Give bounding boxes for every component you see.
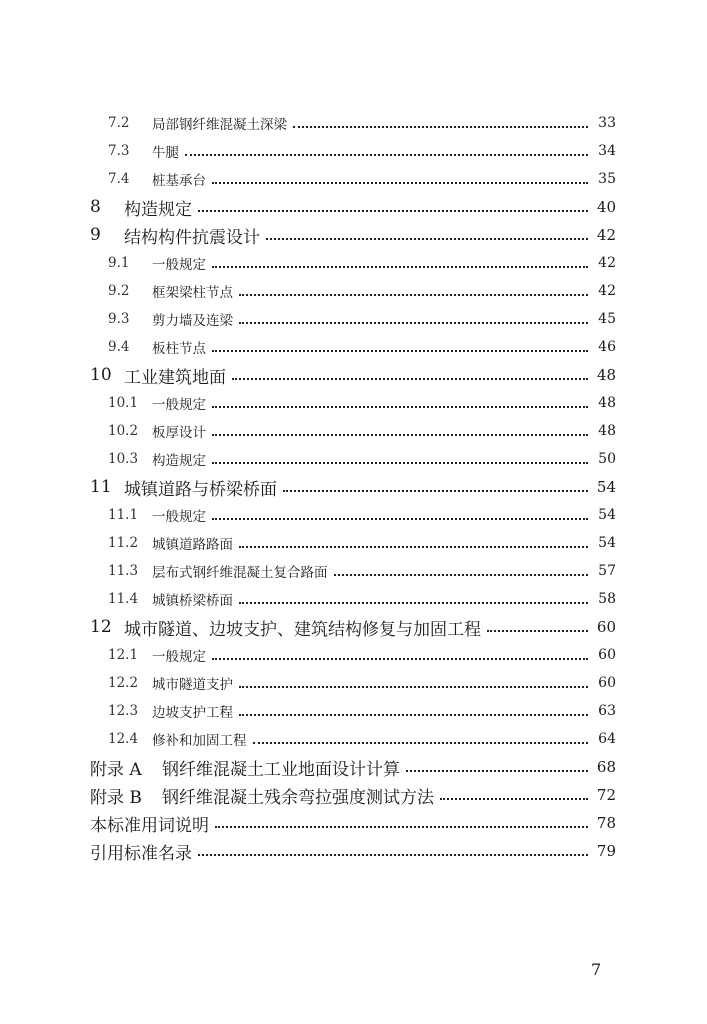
toc-entry-page: 48 [598, 423, 616, 439]
toc-entry[interactable] [90, 249, 616, 277]
toc-entry[interactable] [90, 277, 616, 305]
toc-entry-page: 54 [596, 478, 616, 496]
toc-entry-page: 33 [598, 115, 616, 131]
dot-leader [239, 682, 588, 688]
toc-entry-page: 54 [598, 507, 616, 523]
toc-entry[interactable] [90, 529, 616, 557]
toc-entry-title: 构造规定 [152, 453, 206, 469]
toc-entry-title: 局部钢纤维混凝土深梁 [152, 117, 287, 133]
toc-backmatter[interactable] [90, 837, 616, 865]
toc-entry-number: 12.1 [108, 647, 139, 663]
toc-appendix[interactable] [90, 781, 616, 809]
toc-entry-number: 9.1 [108, 255, 130, 271]
toc-entry-title: 层布式钢纤维混凝土复合路面 [152, 565, 328, 581]
toc-entry-number: 附录 A [90, 759, 142, 780]
dot-leader [185, 150, 588, 156]
dot-leader [212, 346, 588, 352]
toc-entry-number: 12.4 [108, 731, 139, 747]
toc-entry[interactable] [90, 725, 616, 753]
toc-entry-title: 一般规定 [152, 397, 206, 413]
toc-entry-title: 一般规定 [152, 509, 206, 525]
toc-entry[interactable] [90, 697, 616, 725]
toc-entry-page: 60 [598, 675, 616, 691]
toc-entry-number: 9.2 [108, 283, 130, 299]
toc-entry-title: 板柱节点 [152, 341, 206, 357]
toc-entry-number: 9.4 [108, 339, 130, 355]
toc-entry[interactable] [90, 641, 616, 669]
toc-entry-number: 10.2 [108, 423, 139, 439]
toc-entry-page: 79 [596, 842, 616, 860]
toc-entry-page: 64 [598, 731, 616, 747]
toc-entry-title: 引用标准名录 [90, 843, 192, 864]
toc-entry-number: 10.3 [108, 451, 139, 467]
dot-leader [232, 374, 588, 380]
toc-entry-page: 58 [598, 591, 616, 607]
toc-entry-number: 11.1 [108, 507, 139, 523]
toc-entry[interactable] [90, 557, 616, 585]
toc-chapter[interactable] [90, 221, 616, 249]
dot-leader [212, 402, 588, 408]
toc-entry-page: 35 [598, 171, 616, 187]
toc-entry-page: 72 [596, 786, 616, 804]
toc-entry-page: 40 [596, 198, 616, 216]
toc-entry-title: 结构构件抗震设计 [124, 227, 260, 248]
toc-entry[interactable] [90, 305, 616, 333]
dot-leader [487, 626, 588, 632]
toc-entry-page: 42 [598, 255, 616, 271]
toc-entry-page: 60 [598, 647, 616, 663]
toc-entry-page: 54 [598, 535, 616, 551]
toc-entry-page: 78 [596, 814, 616, 832]
toc-entry-number: 11.4 [108, 591, 139, 607]
toc-entry-number: 12 [90, 617, 112, 637]
toc-entry-title: 桩基承台 [152, 173, 206, 189]
toc-entry[interactable] [90, 445, 616, 473]
toc-entry-title: 一般规定 [152, 257, 206, 273]
toc-entry-number: 11 [90, 477, 112, 497]
toc-entry[interactable] [90, 165, 616, 193]
toc-entry[interactable] [90, 109, 616, 137]
dot-leader [215, 822, 588, 828]
toc-entry-number: 11.3 [108, 563, 139, 579]
toc-entry-number: 8 [90, 197, 101, 217]
toc-entry-number: 10.1 [108, 395, 139, 411]
toc-chapter[interactable] [90, 361, 616, 389]
toc-entry[interactable] [90, 137, 616, 165]
dot-leader [212, 458, 588, 464]
toc-entry-number: 7.4 [108, 171, 130, 187]
dot-leader [266, 234, 588, 240]
toc-entry-page: 68 [596, 758, 616, 776]
dot-leader [440, 794, 588, 800]
toc-entry-title: 边坡支护工程 [152, 705, 233, 721]
dot-leader [212, 262, 588, 268]
toc-entry-title: 工业建筑地面 [124, 367, 226, 388]
toc-entry-number: 9 [90, 225, 101, 245]
dot-leader [239, 542, 588, 548]
toc-entry-page: 57 [598, 563, 616, 579]
toc-entry-page: 48 [596, 366, 616, 384]
toc-entry-number: 9.3 [108, 311, 130, 327]
dot-leader [198, 850, 588, 856]
toc-entry-title: 钢纤维混凝土工业地面设计计算 [162, 759, 400, 780]
toc-entry-number: 12.3 [108, 703, 139, 719]
toc-entry-title: 剪力墙及连梁 [152, 313, 233, 329]
toc-entry-number: 7.2 [108, 115, 130, 131]
dot-leader [253, 738, 589, 744]
toc-backmatter[interactable] [90, 809, 616, 837]
dot-leader [406, 766, 588, 772]
toc-entry-title: 城市隧道、边坡支护、建筑结构修复与加固工程 [124, 619, 481, 640]
toc-entry-page: 34 [598, 143, 616, 159]
toc-entry-page: 46 [598, 339, 616, 355]
toc-entry-title: 城镇道路路面 [152, 537, 233, 553]
toc-entry-title: 构造规定 [124, 199, 192, 220]
toc-entry-page: 42 [598, 283, 616, 299]
toc-entry-page: 45 [598, 311, 616, 327]
toc-entry-title: 本标准用词说明 [90, 815, 209, 836]
toc-chapter[interactable] [90, 473, 616, 501]
toc-appendix[interactable] [90, 753, 616, 781]
toc-entry-title: 板厚设计 [152, 425, 206, 441]
dot-leader [283, 486, 588, 492]
toc-entry[interactable] [90, 417, 616, 445]
dot-leader [212, 430, 588, 436]
toc-entry[interactable] [90, 333, 616, 361]
toc-entry-number: 10 [90, 365, 112, 385]
page-number: 7 [591, 960, 602, 979]
toc-entry[interactable] [90, 389, 616, 417]
toc-entry-page: 50 [598, 451, 616, 467]
toc-entry-number: 7.3 [108, 143, 130, 159]
toc-entry-title: 城镇道路与桥梁桥面 [124, 479, 277, 500]
toc-entry-page: 42 [596, 226, 616, 244]
toc-chapter[interactable] [90, 193, 616, 221]
dot-leader [239, 598, 588, 604]
dot-leader [293, 122, 588, 128]
toc-entry-title: 牛腿 [152, 145, 179, 161]
dot-leader [212, 514, 588, 520]
dot-leader [239, 318, 588, 324]
dot-leader [212, 178, 588, 184]
toc-entry-title: 修补和加固工程 [152, 733, 247, 749]
toc-entry[interactable] [90, 585, 616, 613]
toc-entry-number: 附录 B [90, 787, 142, 808]
toc-entry-number: 12.2 [108, 675, 139, 691]
toc-entry-page: 60 [596, 618, 616, 636]
toc-entry-title: 一般规定 [152, 649, 206, 665]
toc-entry-title: 钢纤维混凝土残余弯拉强度测试方法 [162, 787, 434, 808]
toc-entry-title: 框架梁柱节点 [152, 285, 233, 301]
toc-entry-title: 城市隧道支护 [152, 677, 233, 693]
toc-entry-number: 11.2 [108, 535, 139, 551]
dot-leader [198, 206, 588, 212]
dot-leader [239, 290, 588, 296]
toc-chapter[interactable] [90, 613, 616, 641]
toc-entry[interactable] [90, 669, 616, 697]
toc-entry-page: 48 [598, 395, 616, 411]
toc-entry-page: 63 [598, 703, 616, 719]
table-of-contents [90, 109, 616, 865]
dot-leader [239, 710, 588, 716]
toc-entry[interactable] [90, 501, 616, 529]
dot-leader [334, 570, 589, 576]
dot-leader [212, 654, 588, 660]
toc-entry-title: 城镇桥梁桥面 [152, 593, 233, 609]
